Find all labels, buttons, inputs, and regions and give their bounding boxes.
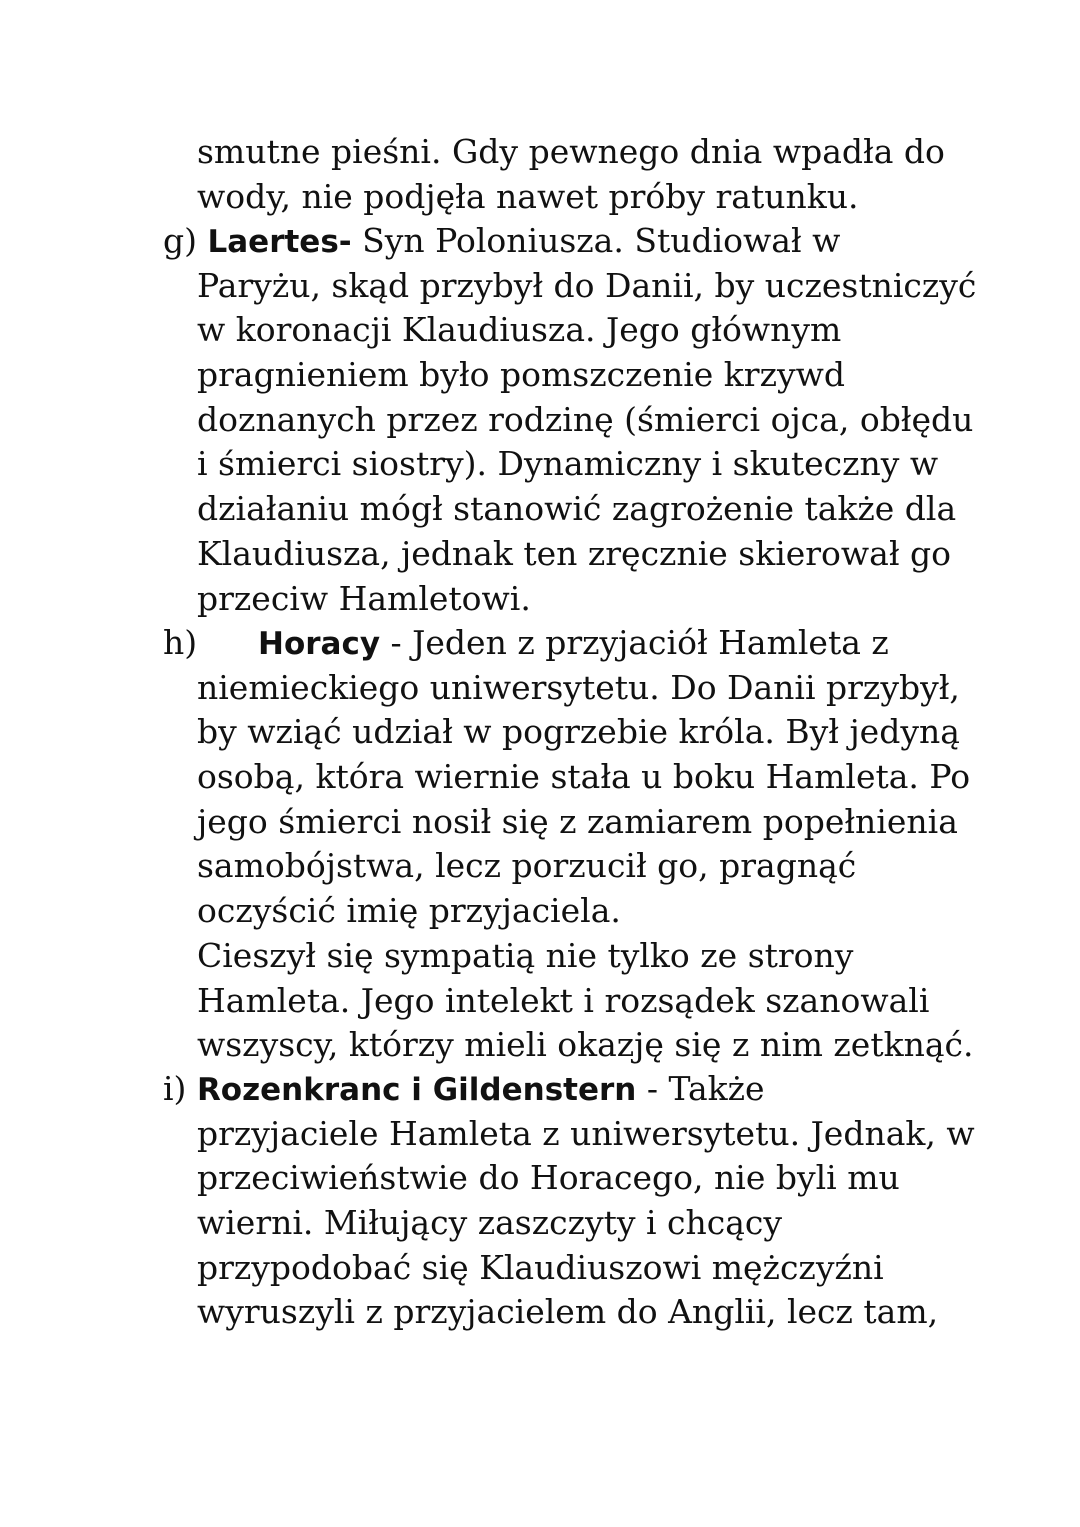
item-first-line-text: - Także <box>636 1069 765 1108</box>
text-line: wierni. Miłujący zaszczyty i chcący <box>197 1203 783 1243</box>
text-line: działaniu mógł stanowić zagrożenie także dla <box>197 489 957 529</box>
list-item-laertes <box>163 219 1043 621</box>
text-line: przypodobać się Klaudiuszowi mężczyźni <box>197 1247 884 1287</box>
text-line: oczyścić imię przyjaciela. <box>197 891 621 931</box>
text-line: pragnieniem było pomszczenie krzywd <box>197 355 845 395</box>
intro-paragraph <box>163 130 1043 219</box>
item-first-line <box>163 1067 1043 1112</box>
list-item-horacy <box>163 621 1043 1068</box>
text-line: samobójstwa, lecz porzucił go, pragnąć <box>197 846 857 886</box>
text-line: smutne pieśni. Gdy pewnego dnia wpadła do <box>197 132 945 171</box>
character-name: Laertes- <box>207 224 352 260</box>
text-line: doznanych przez rodzinę (śmierci ojca, obłędu <box>197 399 974 439</box>
item-first-line-text: - Jeden z przyjaciół Hamleta z <box>380 623 889 662</box>
text-line: osobą, która wiernie stała u boku Hamleta. Po <box>197 757 971 797</box>
text-line: przeciwieństwie do Horacego, nie byli mu <box>197 1158 900 1198</box>
character-name: Rozenkranc i Gildenstern <box>196 1072 637 1108</box>
character-name: Horacy <box>258 626 381 662</box>
text-line: wody, nie podjęła nawet próby ratunku. <box>197 176 859 216</box>
text-line: przeciw Hamletowi. <box>197 578 531 618</box>
text-line: Paryżu, skąd przybył do Danii, by uczestniczyć <box>197 265 977 305</box>
text-line: niemieckiego uniwersytetu. Do Danii przybył, <box>197 667 960 707</box>
item-first-line <box>163 621 1043 666</box>
item-first-line <box>163 219 1043 264</box>
text-line: Klaudiusza, jednak ten zręcznie skierował go <box>197 533 952 573</box>
text-line: przyjaciele Hamleta z uniwersytetu. Jednak, w <box>197 1113 975 1153</box>
text-line: w koronacji Klaudiusza. Jego głównym <box>197 310 842 350</box>
list-item-rozenkranc-gildenstern <box>163 1067 1043 1335</box>
text-line: Cieszył się sympatią nie tylko ze strony <box>197 935 854 975</box>
text-line: by wziąć udział w pogrzebie króla. Był jedyną <box>197 712 960 752</box>
text-line: wszyscy, którzy mieli okazję się z nim zetknąć. <box>197 1025 974 1065</box>
item-first-line-text: Syn Poloniusza. Studiował w <box>351 221 841 260</box>
text-line: Hamleta. Jego intelekt i rozsądek szanowali <box>197 980 930 1020</box>
text-line: jego śmierci nosił się z zamiarem popełnienia <box>197 801 958 841</box>
list-marker: g) <box>163 221 197 260</box>
list-marker: h) <box>163 623 198 662</box>
text-line: i śmierci siostry). Dynamiczny i skuteczny w <box>197 444 939 484</box>
list-marker: i) <box>163 1069 187 1108</box>
text-line: wyruszyli z przyjacielem do Anglii, lecz tam, <box>197 1292 939 1332</box>
